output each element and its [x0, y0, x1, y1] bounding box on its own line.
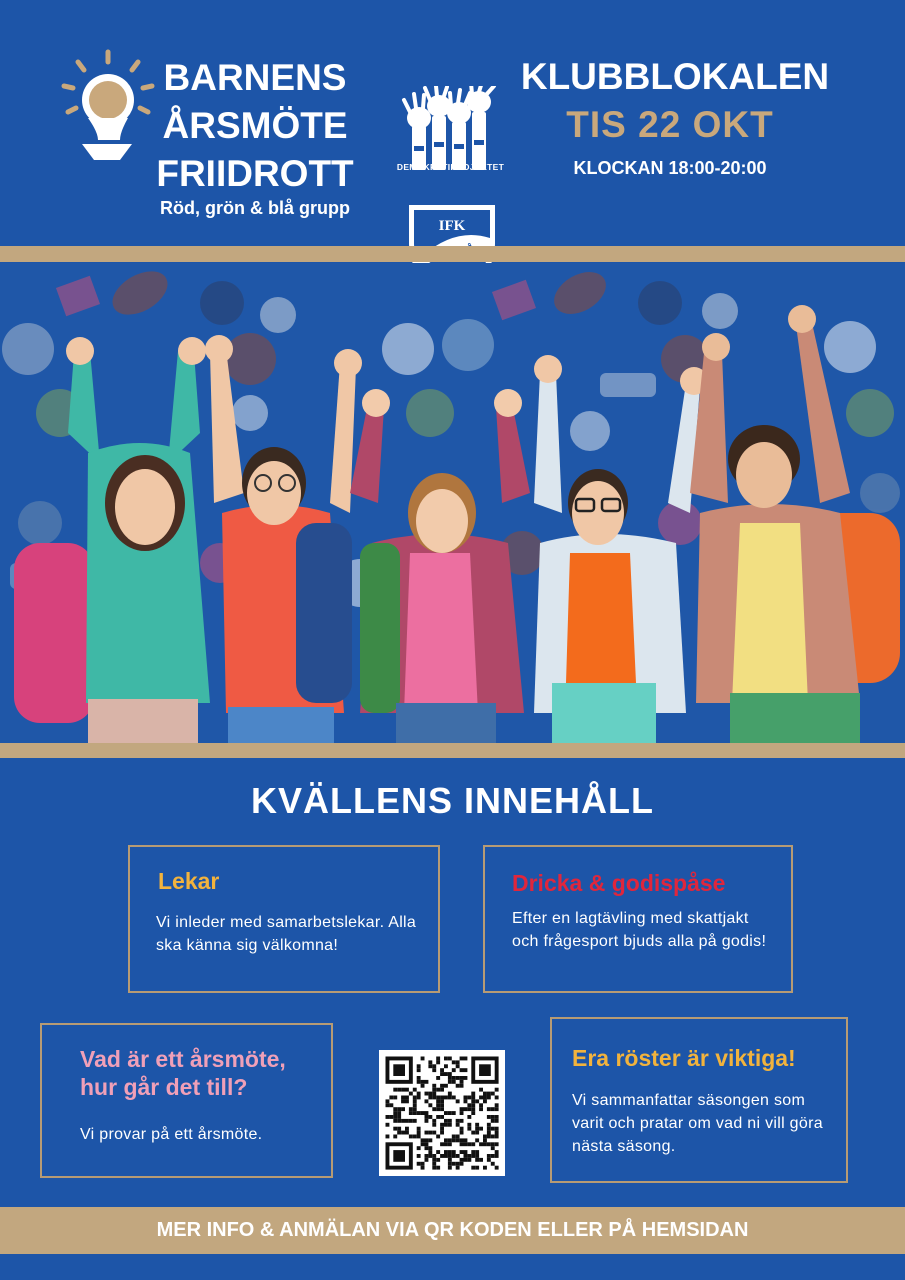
lightbulb-icon: [58, 48, 158, 163]
event-title-line-1: BARNENS: [163, 57, 347, 98]
footer-text: MER INFO & ANMÄLAN VIA QR KODEN ELLER PÅ HEMSIDAN: [156, 1219, 749, 1241]
qr-code[interactable]: [379, 1050, 505, 1176]
venue-name: KLUBBLOKALEN: [520, 56, 830, 97]
event-date: TIS 22 OKT: [566, 104, 774, 145]
card-text-arsmote: Vi provar på ett årsmöte.: [80, 1126, 263, 1143]
kid-2: [205, 335, 362, 743]
event-subtitle: Röd, grön & blå grupp: [160, 198, 350, 218]
democracy-project-label: DEMOKRATIPROJEKTET: [396, 162, 505, 172]
crest-top-text: IFK: [438, 218, 466, 234]
gold-divider-top: [0, 246, 905, 262]
event-title-line-3: FRIIDROTT: [156, 153, 354, 194]
event-title-line-2: ÅRSMÖTE: [162, 105, 348, 146]
kids-photo: [0, 263, 905, 743]
kid-3: [350, 389, 530, 743]
kid-5: [690, 305, 900, 743]
kid-4: [534, 355, 708, 743]
card-text-roster: Vi sammanfattar säsongen som varit och pratar om vad ni vill göra nästa säsong.: [572, 1092, 823, 1155]
raised-hands-logo: [394, 86, 509, 174]
event-time: KLOCKAN 18:00-20:00: [573, 158, 767, 178]
card-text-lekar: Vi inleder med samarbetslekar. Alla ska känna sig välkomna!: [156, 914, 417, 954]
card-title-arsmote: Vad är ett årsmöte, hur går det till?: [80, 1046, 286, 1100]
card-title-roster: Era röster är viktiga!: [572, 1045, 796, 1071]
card-text-dricka: Efter en lagtävling med skattjakt och frågesport bjuds alla på godis!: [512, 910, 767, 950]
card-title-dricka: Dricka & godispåse: [512, 870, 726, 896]
program-heading: KVÄLLENS INNEHÅLL: [251, 780, 654, 821]
card-title-lekar: Lekar: [158, 868, 220, 894]
gold-divider-bottom: [0, 743, 905, 758]
